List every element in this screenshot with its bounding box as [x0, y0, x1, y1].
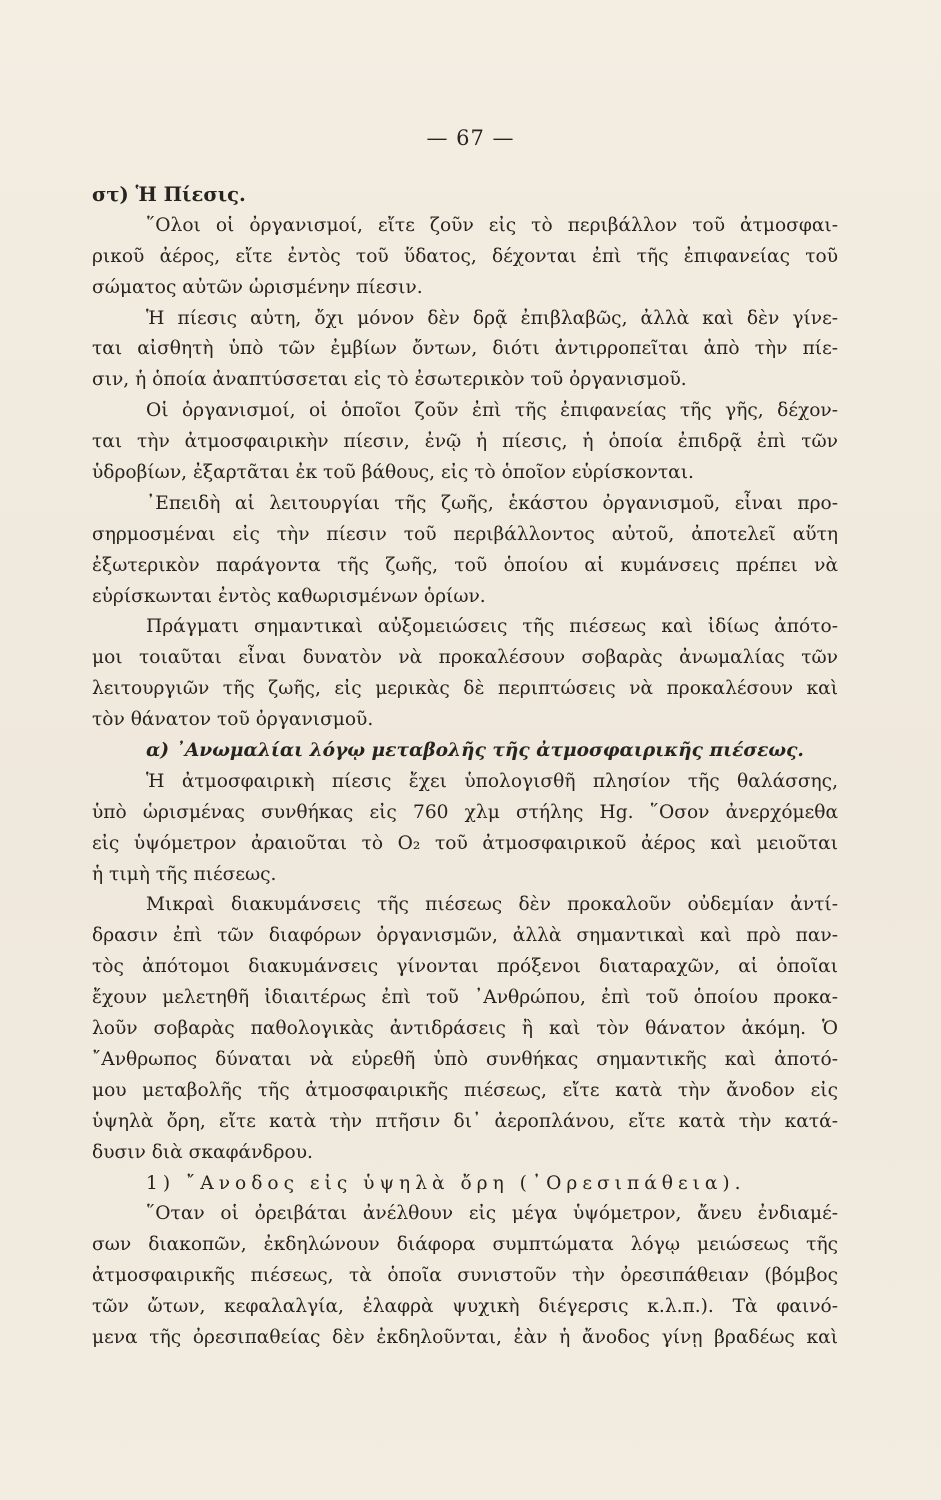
text-line: δρασιν ἐπὶ τῶν διαφόρων ὀργανισμῶν, ἀλλὰ σημαντικαὶ καὶ πρὸ παν-: [92, 925, 838, 947]
text-line: σων διακοπῶν, ἐκδηλώνουν διάφορα συμπτώματα λόγῳ μειώσεως τῆς: [92, 1234, 838, 1256]
text-line: Ἡ πίεσις αὐτη, ὄχι μόνον δὲν δρᾷ ἐπιβλαβῶς, ἀλλὰ καὶ δὲν γίνε-: [146, 307, 838, 329]
text-line: τῶν ὤτων, κεφαλαλγία, ἐλαφρὰ ψυχικὴ διέγερσις κ.λ.π.). Τὰ φαινό-: [92, 1296, 838, 1318]
text-line: ῞Ολοι οἱ ὀργανισμοί, εἴτε ζοῦν εἰς τὸ περιβάλλον τοῦ ἀτμοσφαι-: [146, 214, 838, 236]
text-line: μου μεταβολῆς τῆς ἀτμοσφαιρικῆς πιέσεως, εἴτε κατὰ τὴν ἄνοδον εἰς: [92, 1079, 838, 1101]
text-line: ὑψηλὰ ὄρη, εἴτε κατὰ τὴν πτῆσιν δι᾿ ἀεροπλάνου, εἴτε κατὰ τὴν κατά-: [92, 1110, 838, 1132]
text-line: ὑδροβίων, ἐξαρτᾶται ἐκ τοῦ βάθους, εἰς τὸ ὁποῖον εὑρίσκονται.: [92, 462, 694, 484]
page-number: — 67 —: [426, 126, 515, 150]
text-line: μοι τοιαῦται εἶναι δυνατὸν νὰ προκαλέσουν σοβαρὰς ἀνωμαλίας τῶν: [92, 647, 838, 669]
text-line: τὸς ἀπότομοι διακυμάνσεις γίνονται πρόξενοι διαταραχῶν, αἱ ὁποῖαι: [92, 956, 838, 978]
section-heading: στ) Ἡ Πίεσις.: [92, 183, 246, 206]
text-line: εὑρίσκωνται ἐντὸς καθωρισμένων ὁρίων.: [92, 585, 486, 607]
text-line: ται αἰσθητὴ ὑπὸ τῶν ἐμβίων ὄντων, διότι ἀντιρροπεῖται ἀπὸ τὴν πίε-: [92, 338, 838, 360]
text-line: λοῦν σοβαρὰς παθολογικὰς ἀντιδράσεις ἢ καὶ τὸν θάνατον ἀκόμη. Ὁ: [92, 1018, 838, 1040]
text-line: τὸν θάνατον τοῦ ὀργανισμοῦ.: [92, 709, 374, 731]
text-line: ἡ τιμὴ τῆς πιέσεως.: [92, 863, 277, 885]
text-line: Μικραὶ διακυμάνσεις τῆς πιέσεως δὲν προκαλοῦν οὐδεμίαν ἀντί-: [146, 894, 838, 916]
numbered-subheading: 1) ῎Ανοδος εἰς ὑψηλὰ ὄρη (᾿Ορεσιπάθεια).: [146, 1172, 746, 1194]
text-line: ᾿Επειδὴ αἱ λειτουργίαι τῆς ζωῆς, ἑκάστου ὀργανισμοῦ, εἶναι προ-: [146, 492, 838, 514]
text-line: ται τὴν ἀτμοσφαιρικὴν πίεσιν, ἐνῷ ἡ πίεσις, ἡ ὁποία ἐπιδρᾷ ἐπὶ τῶν: [92, 431, 838, 453]
subsection-heading: α) ᾿Ανωμαλίαι λόγῳ μεταβολῆς τῆς ἀτμοσφαιρικῆς πιέσεως.: [146, 740, 804, 762]
text-line: σιν, ἡ ὁποία ἀναπτύσσεται εἰς τὸ ἐσωτερικὸν τοῦ ὀργανισμοῦ.: [92, 369, 687, 391]
body-text: [92, 180, 838, 1354]
text-line: λειτουργιῶν τῆς ζωῆς, εἰς μερικὰς δὲ περιπτώσεις νὰ προκαλέσουν καὶ: [92, 678, 838, 700]
text-line: ἀτμοσφαιρικῆς πιέσεως, τὰ ὁποῖα συνιστοῦν τὴν ὀρεσιπάθειαν (βόμβος: [92, 1265, 838, 1287]
text-line: ὑπὸ ὡρισμένας συνθήκας εἰς 760 χλμ στήλης Hg. ῞Οσον ἀνερχόμεθα: [92, 801, 838, 823]
text-line: ρικοῦ ἀέρος, εἴτε ἐντὸς τοῦ ὕδατος, δέχονται ἐπὶ τῆς ἐπιφανείας τοῦ: [92, 245, 838, 267]
text-line: ἔχουν μελετηθῆ ἰδιαιτέρως ἐπὶ τοῦ ᾿Ανθρώπου, ἐπὶ τοῦ ὁποίου προκα-: [92, 987, 838, 1009]
text-line: ῞Οταν οἱ ὀρειβάται ἀνέλθουν εἰς μέγα ὑψόμετρον, ἄνευ ἐνδιαμέ-: [146, 1203, 838, 1225]
text-line: Οἱ ὀργανισμοί, οἱ ὁποῖοι ζοῦν ἐπὶ τῆς ἐπιφανείας τῆς γῆς, δέχον-: [146, 400, 838, 422]
text-line: εἰς ὑψόμετρον ἀραιοῦται τὸ O₂ τοῦ ἀτμοσφαιρικοῦ ἀέρος καὶ μειοῦται: [92, 832, 838, 854]
text-line: Πράγματι σημαντικαὶ αὐξομειώσεις τῆς πιέσεως καὶ ἰδίως ἀπότο-: [146, 616, 838, 638]
text-line: σώματος αὐτῶν ὡρισμένην πίεσιν.: [92, 276, 423, 298]
text-line: ἐξωτερικὸν παράγοντα τῆς ζωῆς, τοῦ ὁποίου αἱ κυμάνσεις πρέπει νὰ: [92, 554, 838, 576]
text-line: ῎Ανθρωπος δύναται νὰ εὑρεθῆ ὑπὸ συνθήκας σημαντικῆς καὶ ἀποτό-: [92, 1048, 838, 1070]
text-line: μενα τῆς ὀρεσιπαθείας δὲν ἐκδηλοῦνται, ἐὰν ἡ ἄνοδος γίνῃ βραδέως καὶ: [92, 1326, 838, 1348]
text-line: Ἡ ἀτμοσφαιρικὴ πίεσις ἔχει ὑπολογισθῆ πλησίον τῆς θαλάσσης,: [146, 770, 838, 792]
text-line: δυσιν διὰ σκαφάνδρου.: [92, 1141, 313, 1163]
text-line: σηρμοσμέναι εἰς τὴν πίεσιν τοῦ περιβάλλοντος αὐτοῦ, ἀποτελεῖ αὕτη: [92, 523, 838, 545]
